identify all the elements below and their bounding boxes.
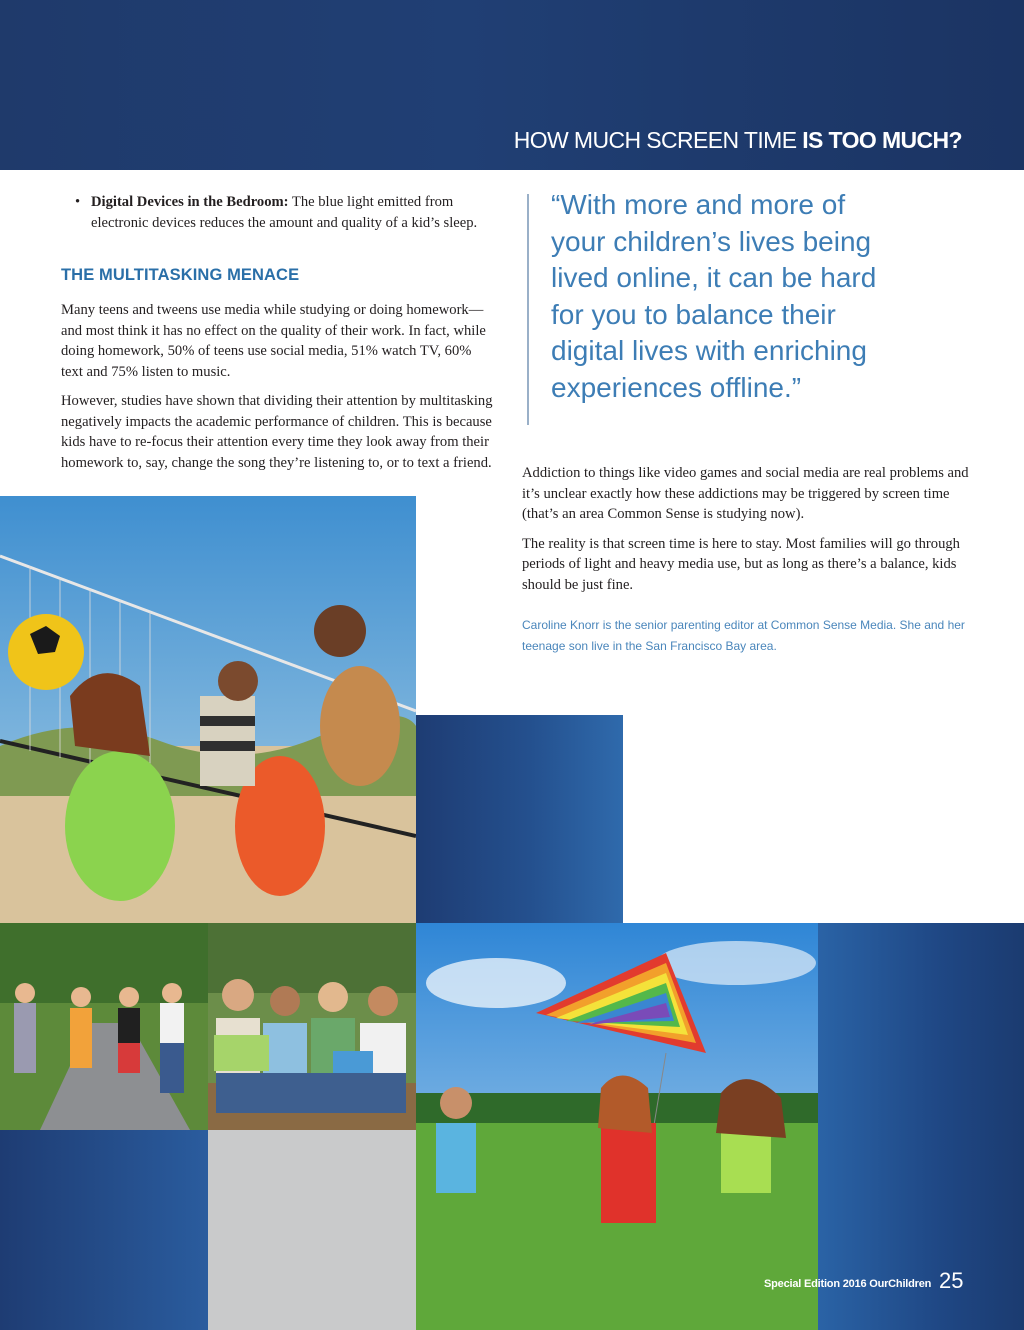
beach-volleyball-photo xyxy=(0,496,416,923)
kids-rollerblading-photo xyxy=(0,923,208,1130)
header-title-light: HOW MUCH SCREEN TIME xyxy=(513,127,803,153)
decorative-grey-block xyxy=(208,1130,416,1330)
footer-publication-label: Special Edition 2016 OurChildren xyxy=(764,1278,932,1290)
beach-volleyball-image xyxy=(0,496,416,923)
section-heading: THE MULTITASKING MENACE xyxy=(61,266,300,284)
page-number: 25 xyxy=(939,1268,964,1293)
body-paragraph: However, studies have shown that dividing their attention by multitasking negatively impacts the academic performance of children. This is because kids have to re-focus their attention every time they look away from their homework to, say, change the song they’re listening to, or to text a friend. xyxy=(61,393,493,471)
bullet-item xyxy=(61,192,493,234)
body-paragraph: The reality is that screen time is here to stay. Most families will go through periods of light and heavy media use, but as long as there’s a balance, kids should be just fine. xyxy=(522,535,960,593)
body-paragraph: Addiction to things like video games and social media are real problems and it’s unclear exactly how these addictions may be triggered by screen time (that’s an area Common Sense is studying now). xyxy=(522,465,969,522)
bullet-text: The blue light emitted from electronic devices reduces the amount and quality of a kid’s sleep. xyxy=(91,194,478,231)
right-column xyxy=(522,463,972,657)
decorative-blue-block xyxy=(416,715,623,923)
body-paragraph: Many teens and tweens use media while studying or doing homework—and most think it has no effect on the quality of their work. In fact, while doing homework, 50% of teens use social media, 51% watch TV, 60% text and 75% listen to music. xyxy=(61,302,486,380)
left-column xyxy=(61,192,493,482)
header-title-bold: IS TOO MUCH? xyxy=(802,127,962,153)
kids-with-devices-image xyxy=(208,923,416,1130)
kids-with-devices-photo xyxy=(208,923,416,1130)
pull-quote: “With more and more of your children’s lives being lived online, it can be hard for you to balance their digital lives with enriching experiences offline.” xyxy=(551,189,877,403)
bullet-label: Digital Devices in the Bedroom: xyxy=(91,194,289,210)
decorative-blue-block xyxy=(818,923,1024,1330)
page-header-title xyxy=(514,127,962,154)
kids-with-kite-image xyxy=(416,923,818,1330)
kids-rollerblading-image xyxy=(0,923,208,1130)
author-byline: Caroline Knorr is the senior parenting editor at Common Sense Media. She and her teenage son live in the San Francisco Bay area. xyxy=(522,618,965,653)
kids-with-kite-photo xyxy=(416,923,818,1330)
decorative-blue-block xyxy=(0,1130,208,1330)
pull-quote-rule xyxy=(527,194,529,425)
